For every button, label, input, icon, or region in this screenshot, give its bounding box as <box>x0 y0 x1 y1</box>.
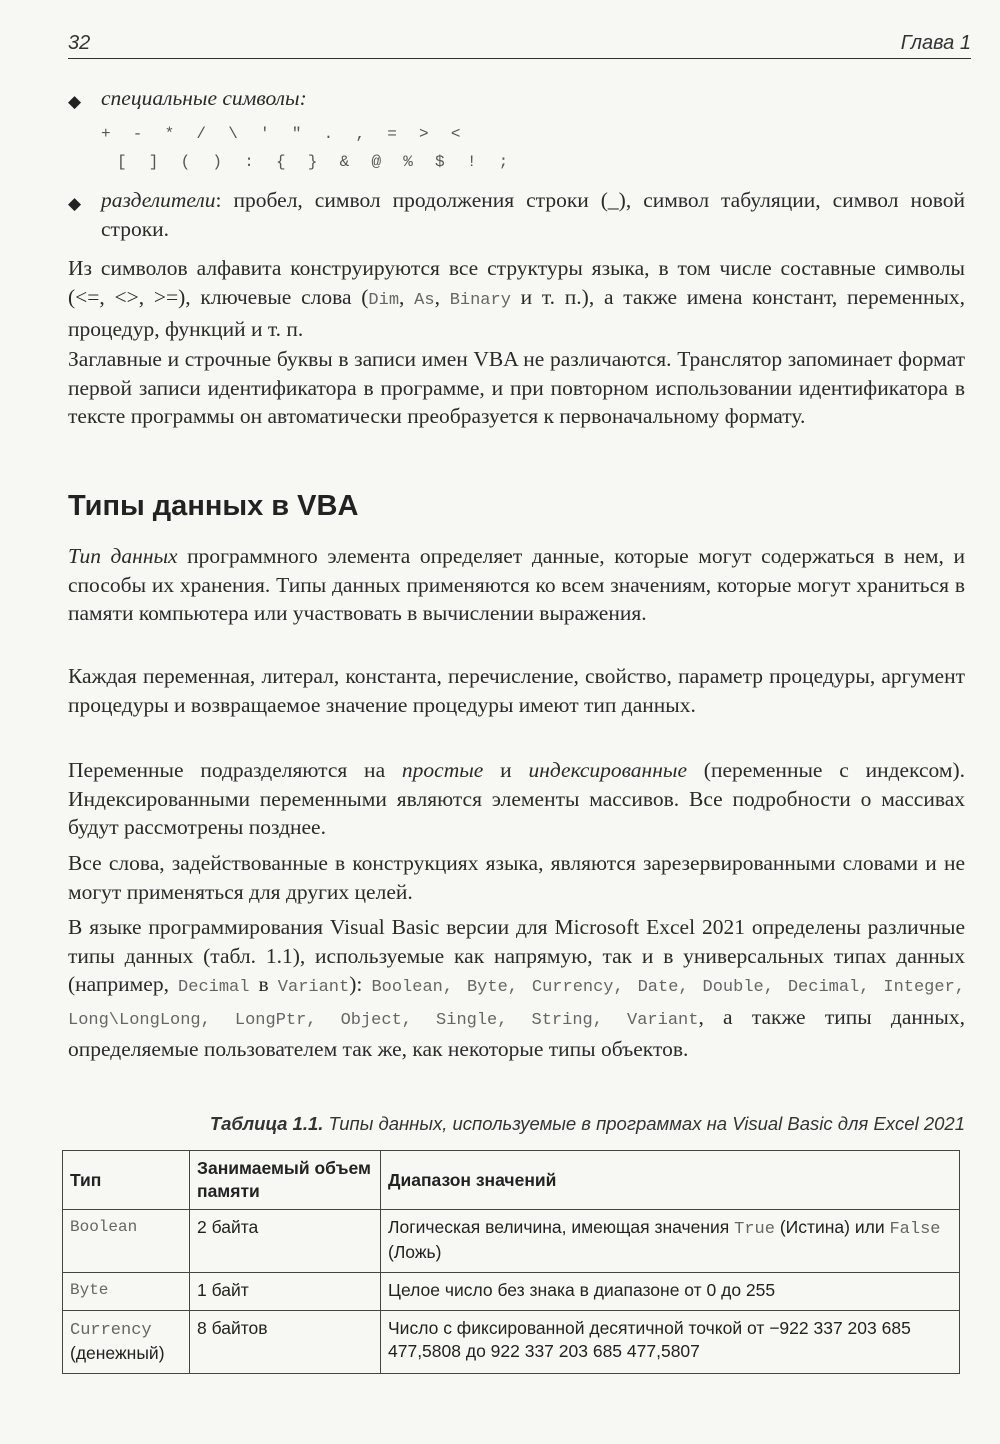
data-types-table <box>62 1150 960 1374</box>
paragraph-variables <box>68 756 965 842</box>
table-row <box>63 1210 960 1273</box>
paragraph-case: Заглавные и строчные буквы в записи имен VBA не различаются. Транслятор запоминает формат первой записи идентификатора в программе, и при повторном использовании идентификатора в тексте программы он автоматически преобразуется к первоначальному формату. <box>68 347 965 429</box>
table-header-row <box>63 1151 960 1210</box>
text: , <box>434 284 450 309</box>
cell-range <box>381 1210 960 1273</box>
cell-range: Целое число без знака в диапазоне от 0 до 255 <box>381 1273 960 1311</box>
cell-type <box>63 1311 190 1374</box>
term-data-type: Тип данных <box>68 544 178 568</box>
section-title: Типы данных в VBA <box>68 490 359 522</box>
text: и <box>483 758 529 782</box>
cell-size: 2 байта <box>190 1210 381 1273</box>
cell-range: Число с фиксированной десятичной точкой от −922 337 203 685 477,5808 до 922 337 203 685 477,5807 <box>381 1311 960 1374</box>
special-symbols-row-1: + - * / \ ' " . , = > < <box>101 125 462 143</box>
text: Логическая величина, имеющая значения <box>388 1217 735 1237</box>
text: программного элемента определяет данные, которые могут содержаться в нем, и способы их хранения. Типы данных применяются ко всем значениям, которые могут храниться в памяти компьютера или участвовать в вычислении выражения. <box>68 544 965 626</box>
text: Из символов алфавита конструируются все структуры языка, в том числе составные символы (<=, <>, >=), ключевые слова ( <box>68 256 965 309</box>
code-false: False <box>889 1220 941 1239</box>
paragraph-reserved: Все слова, задействованные в конструкциях языка, являются зарезервированными словами и не могут применяться для других целей. <box>68 851 965 904</box>
text: в <box>249 972 278 997</box>
special-symbols-row-2: [ ] ( ) : { } & @ % $ ! ; <box>117 153 510 171</box>
text: , а также типы данных, определяемые пользователем так же, как некоторые типы объектов. <box>68 1004 965 1062</box>
text: (Истина) или <box>774 1217 890 1237</box>
code-dim: Dim <box>368 290 400 310</box>
paragraph-vb-types <box>68 913 965 1064</box>
text: В языке программирования Visual Basic версии для Microsoft Excel 2021 определены различные типы данных (табл. 1.1), используемые как напрямую, так и в универсальных типах данных (например, <box>68 915 965 997</box>
paragraph-alphabet <box>68 254 965 344</box>
cell-size: 1 байт <box>190 1273 381 1311</box>
type-note: (денежный) <box>70 1343 165 1363</box>
separators-text: : пробел, символ продолжения строки (_), символ табуляции, символ новой строки. <box>101 188 965 241</box>
text: (Ложь) <box>388 1242 442 1262</box>
header-size: Занимаемый объем памяти <box>190 1151 381 1210</box>
code-types-list: Boolean, Byte, Currency, Date, Double, Decimal, Integer, Long\LongLong, LongPtr, Object, Single, String, Variant <box>68 978 965 1030</box>
page-number: 32 <box>68 32 91 54</box>
separators-term: разделители <box>101 188 216 212</box>
diamond-bullet-icon: ◆ <box>68 92 82 111</box>
paragraph-each: Каждая переменная, литерал, константа, перечисление, свойство, параметр процедуры, аргумент процедуры и возвращаемое значение процедуры имеют тип данных. <box>68 664 965 717</box>
special-symbols-term: специальные символы: <box>101 86 307 110</box>
diamond-bullet-icon: ◆ <box>68 194 82 213</box>
code-decimal: Decimal <box>178 978 250 998</box>
paragraph-types <box>68 542 965 628</box>
page-header <box>68 30 971 59</box>
text: , <box>399 284 415 309</box>
code-variant: Variant <box>277 978 350 998</box>
caption-text: Типы данных, используемые в программах на Visual Basic для Excel 2021 <box>323 1113 965 1134</box>
table-caption <box>60 1113 965 1135</box>
term-simple: простые <box>401 758 484 782</box>
code-binary: Binary <box>449 290 511 310</box>
text: Переменные подразделяются на <box>68 758 402 782</box>
text: и т. п.), а также имена констант, переменных, процедур, функций и т. п. <box>68 284 966 342</box>
caption-label: Таблица 1.1. <box>209 1113 324 1134</box>
separators-item <box>101 186 965 244</box>
text: ): <box>349 972 372 997</box>
cell-type: Boolean <box>63 1210 190 1273</box>
code-currency: Currency <box>70 1321 152 1340</box>
cell-size: 8 байтов <box>190 1311 381 1374</box>
term-indexed: индексированные <box>528 758 687 782</box>
text: (переменные с индексом). Индексированными переменными являются элементы массивов. Все подробности о массивах будут рассмотрены позднее. <box>68 758 966 840</box>
table-row <box>63 1311 960 1374</box>
header-type: Тип <box>63 1151 190 1210</box>
chapter-label: Глава 1 <box>900 32 971 54</box>
cell-type: Byte <box>63 1273 190 1311</box>
code-true: True <box>734 1220 775 1239</box>
table-row <box>63 1273 960 1311</box>
header-range: Диапазон значений <box>381 1151 960 1210</box>
code-as: As <box>414 290 435 310</box>
